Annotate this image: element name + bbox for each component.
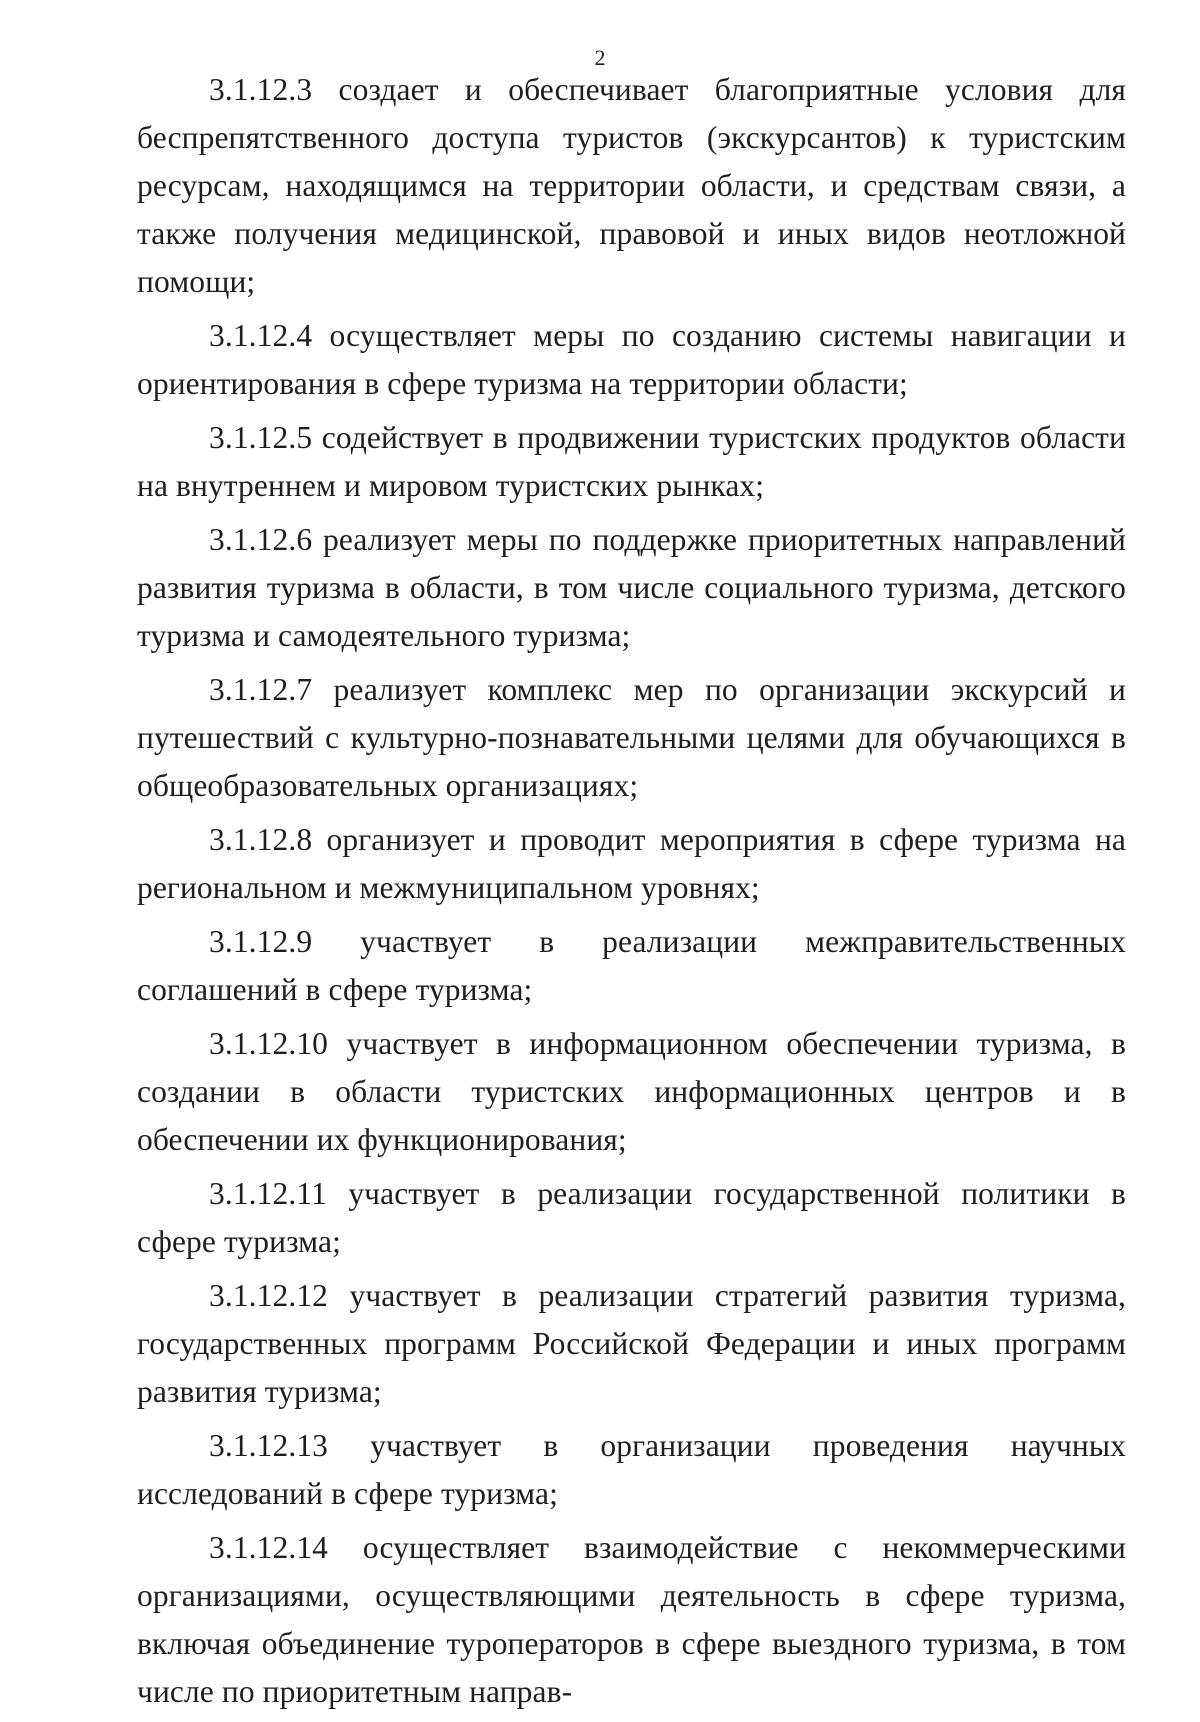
paragraph-3-1-12-4: 3.1.12.4 осуществляет меры по созданию системы навигации и ориентирования в сфере туризма на территории области;: [137, 318, 1126, 401]
paragraph-3-1-12-7: 3.1.12.7 реализует комплекс мер по организации экскурсий и путешествий с культурно-познавательными целями для обучающихся в общеобразовательных организациях;: [137, 672, 1126, 803]
page-number: 2: [594, 45, 606, 70]
paragraph-3-1-12-12: 3.1.12.12 участвует в реализации стратегий развития туризма, государственных программ Российской Федерации и иных программ развития туризма;: [137, 1278, 1126, 1409]
paragraph-3-1-12-5: 3.1.12.5 содействует в продвижении туристских продуктов области на внутреннем и мировом туристских рынках;: [137, 420, 1126, 503]
paragraph-3-1-12-9: 3.1.12.9 участвует в реализации межправительственных соглашений в сфере туризма;: [137, 924, 1126, 1007]
document-body: [137, 66, 1126, 1722]
paragraph-3-1-12-3: 3.1.12.3 создает и обеспечивает благоприятные условия для беспрепятственного доступа туристов (экскурсантов) к туристским ресурсам, находящимся на территории области, и средствам связи, а также получения медицинской, правовой и иных видов неотложной помощи;: [137, 72, 1126, 299]
paragraph-3-1-12-13: 3.1.12.13 участвует в организации проведения научных исследований в сфере туризма;: [137, 1428, 1126, 1511]
paragraph-3-1-12-6: 3.1.12.6 реализует меры по поддержке приоритетных направлений развития туризма в области, в том числе социального туризма, детского туризма и самодеятельного туризма;: [137, 522, 1126, 653]
paragraph-3-1-12-8: 3.1.12.8 организует и проводит мероприятия в сфере туризма на региональном и межмуниципальном уровнях;: [137, 822, 1126, 905]
paragraph-3-1-12-10: 3.1.12.10 участвует в информационном обеспечении туризма, в создании в области туристских информационных центров и в обеспечении их функционирования;: [137, 1026, 1126, 1157]
paragraph-3-1-12-11: 3.1.12.11 участвует в реализации государственной политики в сфере туризма;: [137, 1176, 1126, 1259]
paragraph-3-1-12-14: 3.1.12.14 осуществляет взаимодействие с некоммерческими организациями, осуществляющими деятельность в сфере туризма, включая объединение туроператоров в сфере выездного туризма, в том числе по приоритетным направ-: [137, 1530, 1126, 1709]
